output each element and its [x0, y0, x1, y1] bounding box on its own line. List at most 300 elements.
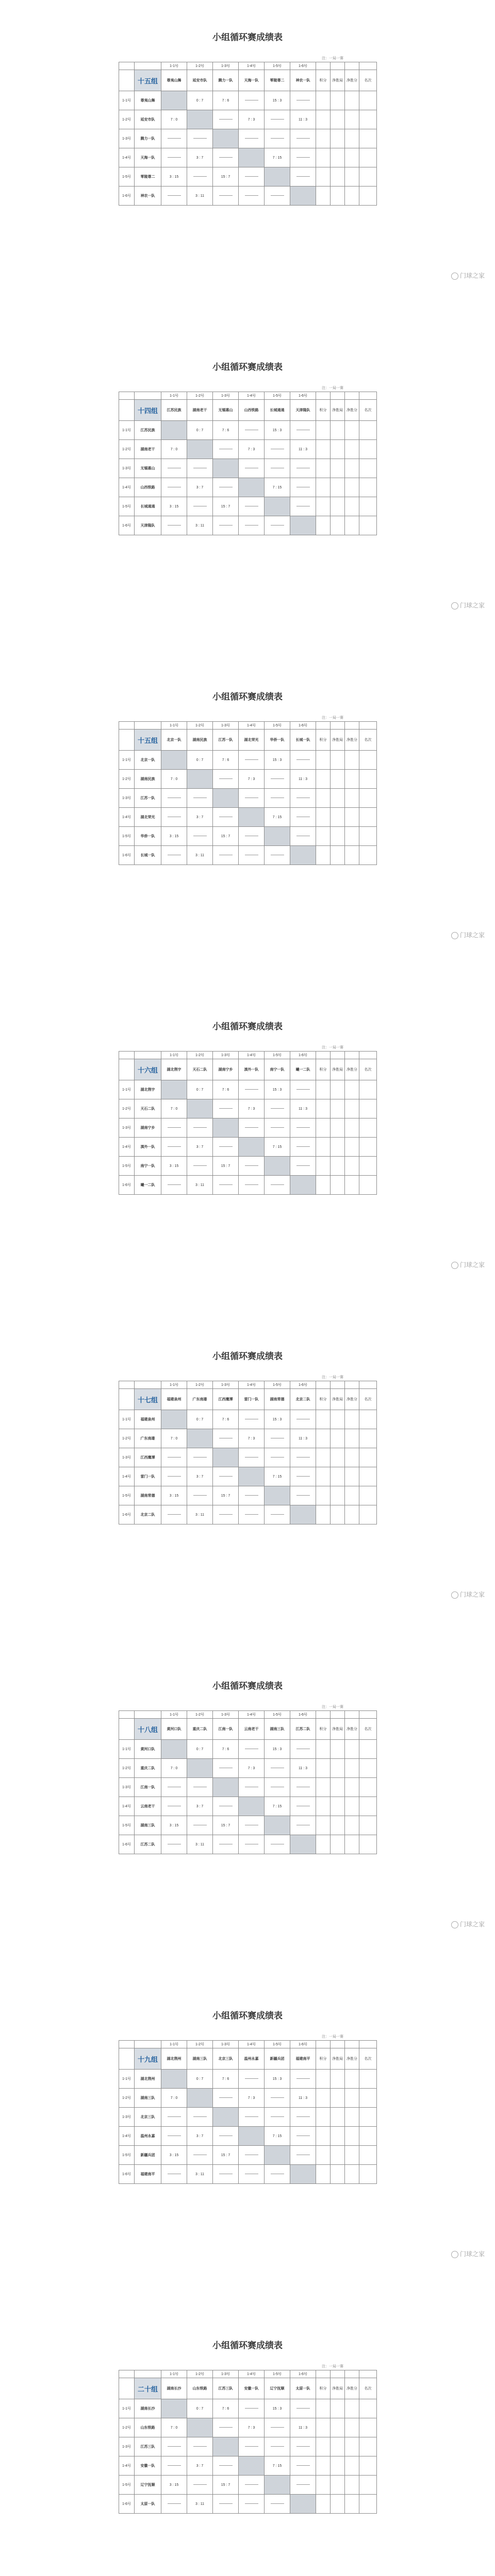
self-cell	[239, 1138, 265, 1157]
stat-cell	[331, 2437, 345, 2456]
score-cell	[187, 1176, 213, 1195]
column-index: 1-2号	[187, 392, 213, 400]
score-cell	[265, 187, 290, 206]
score-value: 15 : 3	[272, 2406, 282, 2411]
score-cell	[239, 91, 265, 110]
score-cell	[265, 1759, 290, 1778]
row-team-name: 安徽一队	[135, 2456, 161, 2476]
score-divider	[245, 1089, 258, 1090]
column-index: 1-4号	[239, 722, 265, 730]
blank-cell	[331, 1052, 345, 1059]
column-index: 1-6号	[290, 1711, 316, 1719]
row-index: 1-5号	[119, 2146, 135, 2165]
stat-cell	[359, 1759, 377, 1778]
score-cell	[213, 1505, 239, 1524]
blank-cell	[316, 722, 331, 730]
stat-cell	[316, 1467, 331, 1486]
score-cell	[239, 2070, 265, 2089]
column-team-name: 江南一队	[213, 1719, 239, 1740]
stat-cell	[316, 2108, 331, 2127]
stat-cell	[345, 421, 359, 440]
stat-header: 净胜分	[345, 1059, 359, 1080]
score-value: 3 : 7	[196, 815, 204, 819]
row-team-name: 江苏三队	[135, 2437, 161, 2456]
score-cell	[290, 1816, 316, 1835]
stat-cell	[345, 2089, 359, 2108]
stat-cell	[316, 808, 331, 827]
row-team-name: 山东铁路	[135, 2418, 161, 2437]
score-divider	[168, 1476, 181, 1477]
score-cell	[187, 1448, 213, 1467]
score-value: 15 : 3	[272, 1088, 282, 1092]
stat-cell	[316, 770, 331, 789]
stat-cell	[345, 440, 359, 459]
score-cell	[161, 789, 187, 808]
stat-header: 净胜局	[331, 400, 345, 421]
row-team-name: 湖南民族	[135, 770, 161, 789]
score-cell	[187, 516, 213, 535]
score-cell	[213, 497, 239, 516]
score-cell	[213, 187, 239, 206]
score-divider	[271, 1514, 284, 1515]
watermark-text: 门球之家	[459, 272, 485, 279]
stat-cell	[359, 2399, 377, 2418]
stat-cell	[359, 2476, 377, 2495]
group-label: 十九组	[135, 2048, 161, 2070]
score-value: 7 : 3	[248, 2426, 255, 2430]
score-cell	[213, 2476, 239, 2495]
score-value: 15 : 7	[221, 175, 230, 179]
stat-cell	[345, 2108, 359, 2127]
score-value: 15 : 7	[221, 1164, 230, 1168]
group-section	[0, 1993, 495, 2323]
score-cell	[187, 2070, 213, 2089]
self-cell	[265, 1486, 290, 1505]
stat-cell	[331, 1157, 345, 1176]
blank-cell	[345, 392, 359, 400]
stat-cell	[316, 1118, 331, 1138]
blank-cell	[316, 2370, 331, 2378]
stat-cell	[345, 1486, 359, 1505]
row-index: 1-4号	[119, 2127, 135, 2146]
score-cell	[161, 1816, 187, 1835]
table-row	[119, 1176, 377, 1195]
stat-cell	[331, 1505, 345, 1524]
section-title: 小组循环赛成绩表	[212, 1681, 283, 1691]
blank-cell	[316, 2041, 331, 2048]
score-cell	[213, 478, 239, 497]
group-section	[0, 1663, 495, 1993]
score-value: 0 : 7	[196, 2077, 204, 2081]
column-team-name: 江苏一队	[213, 730, 239, 751]
stat-cell	[331, 129, 345, 148]
stat-cell	[331, 440, 345, 459]
stat-header: 名次	[359, 1719, 377, 1740]
column-team-name: 太原一队	[290, 2378, 316, 2399]
stat-cell	[345, 1467, 359, 1486]
score-divider	[219, 1476, 233, 1477]
stat-cell	[345, 167, 359, 187]
self-cell	[187, 2418, 213, 2437]
header-row	[119, 1059, 377, 1080]
score-value: 3 : 15	[169, 2483, 179, 2487]
row-team-name: 华侨一队	[135, 827, 161, 846]
column-team-name: 云南老干	[239, 1719, 265, 1740]
sheet-note: 注：一局一赛	[322, 57, 343, 60]
stat-cell	[316, 110, 331, 129]
row-team-name: 黄河口队	[135, 1740, 161, 1759]
score-cell	[161, 1467, 187, 1486]
score-cell	[265, 440, 290, 459]
stat-cell	[345, 2495, 359, 2514]
score-divider	[219, 1184, 233, 1185]
score-value: 15 : 7	[221, 1823, 230, 1827]
score-value: 7 : 3	[248, 1107, 255, 1111]
score-cell	[290, 110, 316, 129]
column-team-name: 江苏三队	[213, 2378, 239, 2399]
score-cell	[161, 516, 187, 535]
column-index: 1-2号	[187, 1052, 213, 1059]
blank-cell	[359, 392, 377, 400]
column-index: 1-4号	[239, 1052, 265, 1059]
score-divider	[245, 176, 258, 177]
score-value: 3 : 7	[196, 2134, 204, 2138]
score-value: 15 : 3	[272, 2077, 282, 2081]
self-cell	[213, 129, 239, 148]
row-team-name: 无锡惠山	[135, 459, 161, 478]
row-team-name: 福建泉州	[135, 1410, 161, 1429]
score-cell	[265, 1467, 290, 1486]
stat-cell	[359, 1816, 377, 1835]
row-index: 1-1号	[119, 1740, 135, 1759]
stat-cell	[359, 2165, 377, 2184]
blank-cell	[316, 1381, 331, 1389]
stat-cell	[359, 148, 377, 167]
stat-header: 净胜分	[345, 1389, 359, 1410]
stat-cell	[345, 459, 359, 478]
column-index: 1-1号	[161, 1711, 187, 1719]
table-row	[119, 129, 377, 148]
row-index: 1-6号	[119, 1176, 135, 1195]
score-value: 11 : 3	[299, 777, 307, 781]
score-cell	[290, 459, 316, 478]
stat-cell	[316, 1099, 331, 1118]
score-cell	[239, 846, 265, 865]
score-cell	[290, 1759, 316, 1778]
corner-cell	[119, 1711, 135, 1719]
score-cell	[265, 2127, 290, 2146]
header-row	[119, 400, 377, 421]
table-row	[119, 148, 377, 167]
score-cell	[290, 1467, 316, 1486]
stat-cell	[331, 846, 345, 865]
stat-cell	[331, 1467, 345, 1486]
corner-cell	[119, 1052, 135, 1059]
stat-cell	[345, 1176, 359, 1195]
score-cell	[161, 148, 187, 167]
score-cell	[239, 770, 265, 789]
score-cell	[161, 2456, 187, 2476]
stat-cell	[359, 1740, 377, 1759]
score-cell	[187, 1410, 213, 1429]
score-cell	[213, 2495, 239, 2514]
row-index: 1-1号	[119, 421, 135, 440]
score-cell	[187, 2127, 213, 2146]
score-cell	[290, 167, 316, 187]
stat-header: 净胜局	[331, 70, 345, 91]
score-cell	[239, 2476, 265, 2495]
row-team-name: 湖北荆州	[135, 2070, 161, 2089]
self-cell	[161, 2399, 187, 2418]
score-cell	[161, 846, 187, 865]
corner-cell	[119, 730, 135, 751]
score-cell	[239, 167, 265, 187]
score-divider	[245, 1165, 258, 1166]
stat-cell	[331, 187, 345, 206]
stat-cell	[331, 516, 345, 535]
column-index: 1-1号	[161, 62, 187, 70]
stat-cell	[345, 2165, 359, 2184]
score-cell	[213, 2399, 239, 2418]
score-divider	[271, 2446, 284, 2447]
score-cell	[213, 1176, 239, 1195]
stat-cell	[331, 1138, 345, 1157]
stat-cell	[331, 2399, 345, 2418]
score-cell	[265, 1505, 290, 1524]
score-cell	[290, 1118, 316, 1138]
column-index: 1-5号	[265, 722, 290, 730]
score-table	[119, 392, 377, 535]
column-team-name: 天海一队	[239, 70, 265, 91]
score-cell	[187, 1816, 213, 1835]
score-cell	[265, 110, 290, 129]
score-cell	[290, 1157, 316, 1176]
column-index: 1-2号	[187, 1381, 213, 1389]
blank-cell	[331, 2041, 345, 2048]
score-cell	[239, 1778, 265, 1797]
score-cell	[290, 751, 316, 770]
score-value: 0 : 7	[196, 1088, 204, 1092]
table-row	[119, 2127, 377, 2146]
table-row	[119, 91, 377, 110]
column-index: 1-5号	[265, 1052, 290, 1059]
row-index: 1-1号	[119, 1080, 135, 1099]
stat-cell	[331, 497, 345, 516]
column-index: 1-5号	[265, 1711, 290, 1719]
stat-cell	[345, 129, 359, 148]
score-cell	[161, 2495, 187, 2514]
stat-cell	[331, 2089, 345, 2108]
score-value: 7 : 15	[272, 1145, 282, 1149]
self-cell	[265, 167, 290, 187]
score-value: 7 : 15	[272, 485, 282, 489]
stat-cell	[359, 497, 377, 516]
row-team-name: 长城通通	[135, 497, 161, 516]
group-section	[0, 2323, 495, 2576]
score-value: 15 : 3	[272, 758, 282, 762]
score-cell	[239, 187, 265, 206]
blank-cell	[331, 722, 345, 730]
watermark	[451, 1920, 485, 1928]
score-cell	[161, 770, 187, 789]
row-team-name: 湖南老干	[135, 440, 161, 459]
score-cell	[239, 1080, 265, 1099]
row-index: 1-2号	[119, 2418, 135, 2437]
sheet-note: 注：一局一赛	[322, 716, 343, 720]
column-index: 1-4号	[239, 2370, 265, 2378]
stat-cell	[316, 148, 331, 167]
stat-cell	[359, 808, 377, 827]
score-value: 3 : 15	[169, 175, 179, 179]
score-cell	[239, 459, 265, 478]
score-divider	[296, 1495, 310, 1496]
column-team-name: 延安市队	[187, 70, 213, 91]
score-cell	[187, 1118, 213, 1138]
row-team-name: 江苏一队	[135, 789, 161, 808]
score-cell	[161, 497, 187, 516]
score-cell	[239, 1099, 265, 1118]
score-cell	[161, 440, 187, 459]
corner-cell	[119, 70, 135, 91]
stat-cell	[331, 1486, 345, 1505]
self-cell	[161, 1410, 187, 1429]
self-cell	[187, 2089, 213, 2108]
sheet-note: 注：一局一赛	[322, 386, 343, 390]
score-cell	[239, 1835, 265, 1854]
corner-cell	[135, 62, 161, 70]
blank-cell	[345, 62, 359, 70]
score-cell	[290, 2108, 316, 2127]
score-cell	[161, 2476, 187, 2495]
blank-cell	[345, 2041, 359, 2048]
column-index: 1-6号	[290, 62, 316, 70]
score-cell	[290, 148, 316, 167]
self-cell	[187, 1429, 213, 1448]
score-cell	[213, 808, 239, 827]
column-index: 1-4号	[239, 2041, 265, 2048]
table-row	[119, 459, 377, 478]
self-cell	[213, 1118, 239, 1138]
column-team-name: 长城通通	[265, 400, 290, 421]
row-index: 1-1号	[119, 91, 135, 110]
score-table	[119, 1381, 377, 1524]
score-table	[119, 62, 377, 206]
score-cell	[161, 1778, 187, 1797]
stat-header: 积分	[316, 400, 331, 421]
row-index: 1-4号	[119, 1797, 135, 1816]
stat-cell	[359, 1778, 377, 1797]
score-cell	[239, 1505, 265, 1524]
stat-cell	[331, 2495, 345, 2514]
corner-cell	[119, 392, 135, 400]
column-index: 1-5号	[265, 2370, 290, 2378]
score-cell	[290, 129, 316, 148]
score-value: 15 : 7	[221, 504, 230, 509]
stat-cell	[345, 1759, 359, 1778]
stat-cell	[345, 1797, 359, 1816]
table-row	[119, 1429, 377, 1448]
stat-cell	[316, 2146, 331, 2165]
stat-cell	[345, 1816, 359, 1835]
score-value: 15 : 3	[272, 1417, 282, 1421]
self-cell	[213, 1778, 239, 1797]
watermark	[451, 1260, 485, 1269]
stat-cell	[359, 2495, 377, 2514]
score-divider	[219, 157, 233, 158]
group-label: 十七组	[135, 1389, 161, 1410]
table-row	[119, 827, 377, 846]
score-cell	[161, 1099, 187, 1118]
score-cell	[161, 1759, 187, 1778]
column-index: 1-2号	[187, 722, 213, 730]
score-cell	[213, 1486, 239, 1505]
header-row	[119, 2378, 377, 2399]
stat-cell	[331, 2108, 345, 2127]
stat-cell	[345, 2070, 359, 2089]
score-divider	[245, 195, 258, 196]
watermark-logo-icon	[451, 2251, 458, 2258]
column-index: 1-3号	[213, 62, 239, 70]
column-team-name: 零陵尊二	[265, 70, 290, 91]
score-value: 15 : 7	[221, 834, 230, 838]
row-team-name: 天石二队	[135, 1099, 161, 1118]
score-divider	[245, 2408, 258, 2409]
score-cell	[265, 2089, 290, 2108]
stat-cell	[331, 1099, 345, 1118]
score-cell	[213, 516, 239, 535]
stat-cell	[345, 846, 359, 865]
stat-cell	[331, 110, 345, 129]
stat-cell	[345, 2399, 359, 2418]
self-cell	[290, 2495, 316, 2514]
score-divider	[245, 2503, 258, 2504]
score-cell	[213, 1080, 239, 1099]
score-cell	[213, 1467, 239, 1486]
column-team-name: 湖北荆宇	[161, 1059, 187, 1080]
stat-cell	[359, 1835, 377, 1854]
sheet-note: 注：一局一赛	[322, 1376, 343, 1379]
stat-cell	[331, 1410, 345, 1429]
score-value: 7 : 15	[272, 1804, 282, 1808]
score-cell	[213, 91, 239, 110]
score-cell	[161, 2146, 187, 2165]
score-table	[119, 1051, 377, 1195]
score-value: 7 : 6	[222, 2077, 229, 2081]
self-cell	[265, 1157, 290, 1176]
score-cell	[265, 2495, 290, 2514]
stat-header: 积分	[316, 70, 331, 91]
score-cell	[213, 770, 239, 789]
corner-cell	[119, 2378, 135, 2399]
score-cell	[213, 2070, 239, 2089]
column-team-name: 山西铁路	[239, 400, 265, 421]
blank-cell	[359, 1381, 377, 1389]
column-index: 1-6号	[290, 2370, 316, 2378]
index-row	[119, 62, 377, 70]
score-cell	[290, 2437, 316, 2456]
row-index: 1-3号	[119, 2108, 135, 2127]
corner-cell	[119, 2041, 135, 2048]
index-row	[119, 1052, 377, 1059]
score-cell	[213, 167, 239, 187]
stat-cell	[359, 1080, 377, 1099]
score-cell	[290, 478, 316, 497]
column-index: 1-1号	[161, 392, 187, 400]
row-index: 1-2号	[119, 1429, 135, 1448]
score-cell	[290, 1429, 316, 1448]
stat-cell	[345, 2456, 359, 2476]
score-divider	[271, 1184, 284, 1185]
